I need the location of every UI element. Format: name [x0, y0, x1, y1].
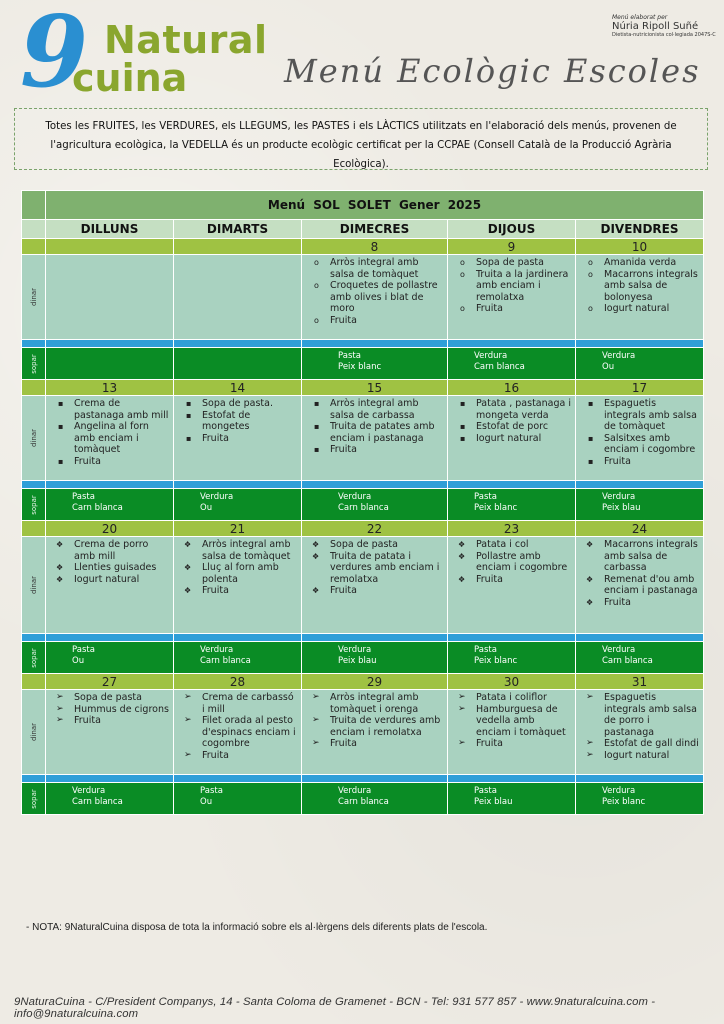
dish-list	[576, 539, 703, 608]
separator-row	[22, 775, 704, 783]
dinar-cell	[576, 537, 704, 634]
sopar-cell	[174, 783, 302, 815]
separator-cell	[302, 340, 448, 348]
day-number: 24	[576, 521, 704, 537]
day-header: DILLUNS	[46, 220, 174, 239]
sopar-cell	[448, 783, 576, 815]
day-header: DIJOUS	[448, 220, 576, 239]
sopar-cell	[576, 642, 704, 674]
day-number: 9	[448, 239, 576, 255]
dinar-cell	[302, 396, 448, 481]
separator-cell	[174, 775, 302, 783]
logo-cuina: cuina	[72, 56, 188, 100]
day-number: 29	[302, 674, 448, 690]
dish-item: ➢ Truita de verdures amb enciam i remolatxa	[302, 715, 447, 738]
meal-label-cell	[22, 255, 46, 340]
dish-list	[576, 692, 703, 761]
sopar-cell	[302, 348, 448, 380]
separator-cell	[46, 634, 174, 642]
meal-label-cell	[22, 348, 46, 380]
sopar-type: Verdura	[602, 786, 636, 796]
sopar-cell	[174, 348, 302, 380]
author-name: Núria Ripoll Suñé	[612, 21, 699, 32]
corner-cell	[22, 521, 46, 537]
footer-contact: 9NaturaCuina - C/President Companys, 14 - Santa Coloma de Gramenet - BCN - Tel: 931 577 857 - www.9naturalcuina.com - info@9naturalcuina.com	[14, 996, 656, 1020]
dinar-cell	[448, 396, 576, 481]
sopar-label: sopar	[29, 494, 38, 515]
dish-item: ▪ Arròs integral amb salsa de carbassa	[302, 398, 447, 421]
sopar-type: Pasta	[200, 786, 223, 796]
sopar-type: Pasta	[72, 492, 95, 502]
dish-item: ▪ Fruita	[576, 456, 703, 468]
dish-item: ➢ Estofat de gall dindi	[576, 738, 703, 750]
day-number: 21	[174, 521, 302, 537]
dish-item: ▪ Angelina al forn amb enciam i tomàquet	[46, 421, 173, 456]
dinar-cell	[46, 396, 174, 481]
dish-item: ❖ Lluç al forn amb polenta	[174, 562, 301, 585]
dinar-cell	[448, 537, 576, 634]
dish-list	[302, 398, 447, 456]
separator-cell	[46, 481, 174, 489]
dish-item: ▪ Espaguetis integrals amb salsa de tomàquet	[576, 398, 703, 433]
sopar-cell	[448, 642, 576, 674]
meal-label-cell	[22, 783, 46, 815]
dish-list	[302, 692, 447, 750]
author-block	[612, 14, 716, 38]
separator-cell	[22, 481, 46, 489]
sopar-type: Pasta	[474, 492, 497, 502]
dish-item: ❖ Fruita	[448, 574, 575, 586]
dinar-cell	[576, 255, 704, 340]
days-header-row	[22, 220, 704, 239]
menu-table	[21, 190, 704, 815]
day-number: 10	[576, 239, 704, 255]
dish-item: o Macarrons integrals amb salsa de bolonyesa	[576, 269, 703, 304]
dish-item: ❖ Sopa de pasta	[302, 539, 447, 551]
dish-item: ▪ Iogurt natural	[448, 433, 575, 445]
day-number: 15	[302, 380, 448, 396]
sopar-type: Pasta	[72, 645, 95, 655]
dish-item: ➢ Espaguetis integrals amb salsa de porro i pastanaga	[576, 692, 703, 738]
sopar-type: Pasta	[474, 786, 497, 796]
dish-item: ➢ Fruita	[46, 715, 173, 727]
sopar-cell	[302, 642, 448, 674]
sopar-protein: Peix blanc	[474, 503, 518, 513]
corner-cell	[22, 674, 46, 690]
sopar-protein: Peix blanc	[474, 656, 518, 666]
dinar-label: dinar	[29, 576, 38, 594]
dish-item: ▪ Estofat de mongetes	[174, 410, 301, 433]
dish-item: ❖ Fruita	[302, 585, 447, 597]
dish-item: o Amanida verda	[576, 257, 703, 269]
separator-cell	[174, 481, 302, 489]
dish-list	[46, 539, 173, 585]
dish-item: ❖ Macarrons integrals amb salsa de carbassa	[576, 539, 703, 574]
dinar-cell	[576, 396, 704, 481]
dish-item: ▪ Salsitxes amb enciam i cogombre	[576, 433, 703, 456]
sopar-cell	[174, 642, 302, 674]
week-number-row	[22, 239, 704, 255]
sopar-protein: Peix blau	[338, 656, 377, 666]
separator-cell	[576, 775, 704, 783]
dish-list	[448, 692, 575, 750]
sopar-row	[22, 642, 704, 674]
dish-list	[576, 398, 703, 467]
dish-item: ❖ Pollastre amb enciam i cogombre	[448, 551, 575, 574]
sopar-protein: Peix blanc	[338, 362, 382, 372]
dish-item: ➢ Fruita	[448, 738, 575, 750]
sopar-protein: Peix blau	[474, 797, 513, 807]
corner-cell	[22, 220, 46, 239]
sopar-cell	[448, 348, 576, 380]
sopar-type: Verdura	[200, 492, 234, 502]
day-number: 17	[576, 380, 704, 396]
dinar-cell	[302, 537, 448, 634]
separator-cell	[302, 634, 448, 642]
separator-cell	[22, 775, 46, 783]
dish-item: ➢ Fruita	[174, 750, 301, 762]
sopar-label: sopar	[29, 788, 38, 809]
page-subtitle: Menú Ecològic Escoles	[284, 52, 701, 90]
day-number: 31	[576, 674, 704, 690]
day-header: DIVENDRES	[576, 220, 704, 239]
separator-cell	[22, 634, 46, 642]
dish-item: ❖ Fruita	[174, 585, 301, 597]
sopar-label: sopar	[29, 647, 38, 668]
allergen-note: - NOTA: 9NaturalCuina disposa de tota la informació sobre els al·lèrgens dels diferents plats de l'escola.	[26, 922, 488, 933]
dinar-cell	[46, 537, 174, 634]
dinar-row	[22, 396, 704, 481]
sopar-cell	[46, 783, 174, 815]
dish-list	[174, 539, 301, 597]
dish-list	[46, 692, 173, 727]
separator-cell	[46, 340, 174, 348]
dish-item: ❖ Patata i col	[448, 539, 575, 551]
day-number: 27	[46, 674, 174, 690]
day-number: 28	[174, 674, 302, 690]
dish-list	[448, 539, 575, 585]
dish-item: ❖ Iogurt natural	[46, 574, 173, 586]
dinar-cell	[174, 255, 302, 340]
sopar-protein: Carn blanca	[72, 503, 123, 513]
separator-row	[22, 481, 704, 489]
sopar-protein: Ou	[72, 656, 85, 666]
dinar-cell	[174, 690, 302, 775]
dish-item: o Sopa de pasta	[448, 257, 575, 269]
sopar-row	[22, 783, 704, 815]
sopar-type: Pasta	[338, 351, 361, 361]
sopar-cell	[576, 348, 704, 380]
sopar-type: Verdura	[200, 645, 234, 655]
dinar-label: dinar	[29, 723, 38, 741]
ecological-notice: Totes les FRUITES, les VERDURES, els LLEGUMS, les PASTES i els LÀCTICS utilitzats en l'elaboració dels menús, provenen de l'agricultura ecològica, la VEDELLA és un producte ecològic certificat per la CCPAE (Consell Català de la Producció Agrària Ecològica).	[14, 108, 708, 170]
dish-item: ➢ Arròs integral amb tomàquet i orenga	[302, 692, 447, 715]
dish-list	[302, 257, 447, 326]
menu-title: Menú SOL SOLET Gener 2025	[46, 191, 704, 220]
sopar-cell	[302, 783, 448, 815]
week-number-row	[22, 380, 704, 396]
sopar-protein: Carn blanca	[72, 797, 123, 807]
sopar-protein: Ou	[200, 797, 213, 807]
logo-natural: Natural	[104, 18, 268, 62]
dinar-cell	[46, 690, 174, 775]
day-number: 16	[448, 380, 576, 396]
separator-cell	[448, 340, 576, 348]
sopar-cell	[174, 489, 302, 521]
author-line-1: Menú elaborat per	[612, 14, 668, 21]
meal-label-cell	[22, 690, 46, 775]
separator-row	[22, 634, 704, 642]
separator-row	[22, 340, 704, 348]
day-number: 23	[448, 521, 576, 537]
sopar-type: Pasta	[474, 645, 497, 655]
separator-cell	[576, 481, 704, 489]
meal-label-cell	[22, 489, 46, 521]
dish-item: ➢ Hummus de cigrons	[46, 704, 173, 716]
day-number: 8	[302, 239, 448, 255]
sopar-type: Verdura	[338, 492, 372, 502]
sopar-protein: Carn blanca	[602, 656, 653, 666]
dish-list	[174, 398, 301, 444]
sopar-cell	[302, 489, 448, 521]
sopar-protein: Carn blanca	[338, 797, 389, 807]
sopar-protein: Peix blau	[602, 503, 641, 513]
dinar-label: dinar	[29, 288, 38, 306]
dish-item: ▪ Fruita	[174, 433, 301, 445]
meal-label-cell	[22, 537, 46, 634]
dish-list	[448, 257, 575, 315]
sopar-cell	[46, 642, 174, 674]
sopar-protein: Ou	[602, 362, 615, 372]
dish-list	[576, 257, 703, 315]
dish-item: o Arròs integral amb salsa de tomàquet	[302, 257, 447, 280]
meal-label-cell	[22, 396, 46, 481]
separator-cell	[174, 340, 302, 348]
sopar-cell	[448, 489, 576, 521]
dish-item: ▪ Estofat de porc	[448, 421, 575, 433]
separator-cell	[302, 775, 448, 783]
dish-item: ▪ Fruita	[302, 444, 447, 456]
corner-cell	[22, 239, 46, 255]
dish-list	[302, 539, 447, 597]
corner-cell	[22, 380, 46, 396]
dish-item: o Fruita	[448, 303, 575, 315]
dish-item: ➢ Patata i coliflor	[448, 692, 575, 704]
sopar-type: Verdura	[338, 645, 372, 655]
dish-list	[174, 692, 301, 761]
dish-item: ❖ Remenat d'ou amb enciam i pastanaga	[576, 574, 703, 597]
sopar-type: Verdura	[72, 786, 106, 796]
dish-item: ➢ Iogurt natural	[576, 750, 703, 762]
dinar-cell	[174, 396, 302, 481]
dinar-cell	[46, 255, 174, 340]
dinar-cell	[576, 690, 704, 775]
dinar-cell	[302, 255, 448, 340]
sopar-row	[22, 348, 704, 380]
separator-cell	[448, 775, 576, 783]
dinar-label: dinar	[29, 429, 38, 447]
dish-item: ➢ Crema de carbassó i mill	[174, 692, 301, 715]
day-number	[174, 239, 302, 255]
separator-cell	[174, 634, 302, 642]
day-number: 22	[302, 521, 448, 537]
day-number: 14	[174, 380, 302, 396]
dish-list	[448, 398, 575, 444]
author-credential: Dietista-nutricionista col·legiada 2047S-C	[612, 32, 716, 38]
separator-cell	[22, 340, 46, 348]
dish-item: ➢ Fruita	[302, 738, 447, 750]
dish-item: ▪ Crema de pastanaga amb mill	[46, 398, 173, 421]
dish-item: ❖ Truita de patata i verdures amb enciam i remolatxa	[302, 551, 447, 586]
week-number-row	[22, 521, 704, 537]
dish-item: ▪ Sopa de pasta.	[174, 398, 301, 410]
dish-item: ➢ Hamburguesa de vedella amb enciam i tomàquet	[448, 704, 575, 739]
dinar-cell	[174, 537, 302, 634]
separator-cell	[576, 634, 704, 642]
dish-item: ➢ Filet orada al pesto d'espinacs enciam i cogombre	[174, 715, 301, 750]
week-number-row	[22, 674, 704, 690]
dish-item: ▪ Truita de patates amb enciam i pastanaga	[302, 421, 447, 444]
dish-list	[46, 398, 173, 467]
sopar-type: Verdura	[602, 645, 636, 655]
dish-item: ▪ Fruita	[46, 456, 173, 468]
dinar-row	[22, 537, 704, 634]
dinar-cell	[302, 690, 448, 775]
day-header: DIMARTS	[174, 220, 302, 239]
dinar-row	[22, 690, 704, 775]
day-number: 13	[46, 380, 174, 396]
sopar-protein: Ou	[200, 503, 213, 513]
day-number: 20	[46, 521, 174, 537]
day-number	[46, 239, 174, 255]
sopar-cell	[46, 348, 174, 380]
sopar-protein: Carn blanca	[338, 503, 389, 513]
dinar-cell	[448, 255, 576, 340]
separator-cell	[576, 340, 704, 348]
dish-item: o Truita a la jardinera amb enciam i remolatxa	[448, 269, 575, 304]
sopar-label: sopar	[29, 353, 38, 374]
dish-item: ❖ Fruita	[576, 597, 703, 609]
dinar-cell	[448, 690, 576, 775]
menu-title-row	[22, 191, 704, 220]
dish-item: ❖ Crema de porro amb mill	[46, 539, 173, 562]
sopar-type: Verdura	[602, 492, 636, 502]
meal-label-cell	[22, 642, 46, 674]
corner-cell	[22, 191, 46, 220]
dish-item: o Fruita	[302, 315, 447, 327]
sopar-protein: Peix blanc	[602, 797, 646, 807]
sopar-cell	[46, 489, 174, 521]
sopar-row	[22, 489, 704, 521]
dish-item: o Croquetes de pollastre amb olives i blat de moro	[302, 280, 447, 315]
dish-item: ➢ Sopa de pasta	[46, 692, 173, 704]
dish-item: o Iogurt natural	[576, 303, 703, 315]
separator-cell	[448, 481, 576, 489]
separator-cell	[302, 481, 448, 489]
sopar-type: Verdura	[602, 351, 636, 361]
sopar-cell	[576, 783, 704, 815]
separator-cell	[448, 634, 576, 642]
day-header: DIMECRES	[302, 220, 448, 239]
sopar-protein: Carn blanca	[200, 656, 251, 666]
dinar-row	[22, 255, 704, 340]
separator-cell	[46, 775, 174, 783]
sopar-cell	[576, 489, 704, 521]
dish-item: ❖ Llenties guisades	[46, 562, 173, 574]
sopar-protein: Carn blanca	[474, 362, 525, 372]
dish-item: ❖ Arròs integral amb salsa de tomàquet	[174, 539, 301, 562]
logo-nine: 9	[20, 0, 89, 110]
dish-item: ▪ Patata , pastanaga i mongeta verda	[448, 398, 575, 421]
sopar-type: Verdura	[338, 786, 372, 796]
day-number: 30	[448, 674, 576, 690]
sopar-type: Verdura	[474, 351, 508, 361]
